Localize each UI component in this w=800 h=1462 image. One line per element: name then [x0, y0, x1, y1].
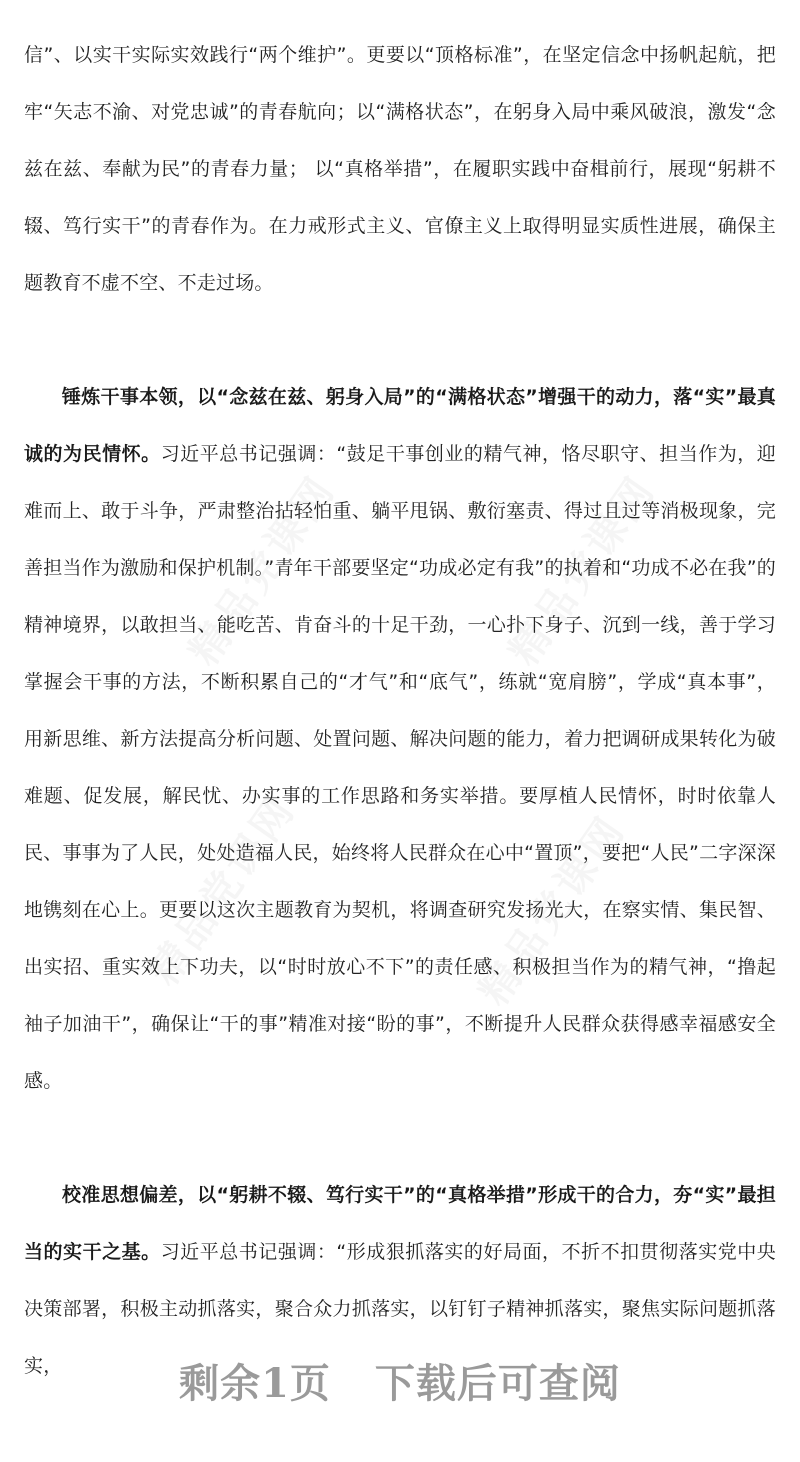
download-hint-label: 下载后可查阅 — [374, 1360, 621, 1407]
paragraph-lead: 校准思想偏差，以“躬耕不辍、笃行实干”的“真格举措”形成干的合力，夯“实”最担当的实干之基。 — [24, 1184, 776, 1263]
paragraph-1 — [24, 27, 776, 312]
paragraph-lead: 锤炼干事本领，以“念兹在兹、躬身入局”的“满格状态”增强干的动力，落“实”最真诚的为民情怀。 — [24, 386, 776, 465]
watermark: 精品党课网 — [500, 467, 665, 674]
watermark: 精品党课网 — [140, 787, 305, 994]
download-prompt[interactable] — [0, 1352, 800, 1409]
document-page — [24, 0, 776, 1395]
paragraph-text: 信”、以实干实际实效践行“两个维护”。更要以“顶格标准”，在坚定信念中扬帆起航，把牢“矢志不渝、对党忠诚”的青春航向；以“满格状态”，在躬身入局中乘风破浪，激发“念兹在兹、奉献为民”的青春力量； 以“真格举措”，在履职实践中奋楫前行，展现“躬耕不辍、笃行实干”的青春作为。在力戒形式主义、官僚主义上取得明显实质性进展，确保主题教育不虚不空、不走过场。 — [24, 44, 776, 294]
paragraph-text: 习近平总书记强调：“鼓足干事创业的精气神，恪尽职守、担当作为，迎难而上、敢于斗争，严肃整治拈轻怕重、躺平甩锅、敷衍塞责、得过且过等消极现象，完善担当作为激励和保护机制。”青年干部要坚定“功成必定有我”的执着和“功成不必在我”的精神境界，以敢担当、能吃苦、肯奋斗的十足干劲，一心扑下身子、沉到一线，善于学习掌握会干事的方法，不断积累自己的“才气”和“底气”，练就“宽肩膀”，学成“真本事”，用新思维、新方法提高分析问题、处置问题、解决问题的能力，着力把调研成果转化为破难题、促发展，解民忧、办实事的工作思路和务实举措。要厚植人民情怀，时时依靠人民、事事为了人民，处处造福人民，始终将人民群众在心中“置顶”，要把“人民”二字深深地镌刻在心上。更要以这次主题教育为契机，将调查研究发扬光大，在察实情、集民智、出实招、重实效上下功夫，以“时时放心不下”的责任感、积极担当作为的精气神，“撸起袖子加油干”，确保让“干的事”精准对接“盼的事”，不断提升人民群众获得感幸福感安全感。 — [24, 443, 777, 1092]
remaining-pages-label: 剩余1页 — [179, 1360, 331, 1407]
watermark: 精品党课网 — [180, 467, 345, 674]
watermark: 精品党课网 — [470, 807, 635, 1014]
paragraph-text: 习近平总书记强调：“形成狠抓落实的好局面，不折不扣贯彻落实党中央决策部署，积极主动抓落实，聚合众力抓落实，以钉钉子精神抓落实，聚焦实际问题抓落实， — [24, 1241, 777, 1377]
paragraph-2 — [24, 369, 776, 1110]
